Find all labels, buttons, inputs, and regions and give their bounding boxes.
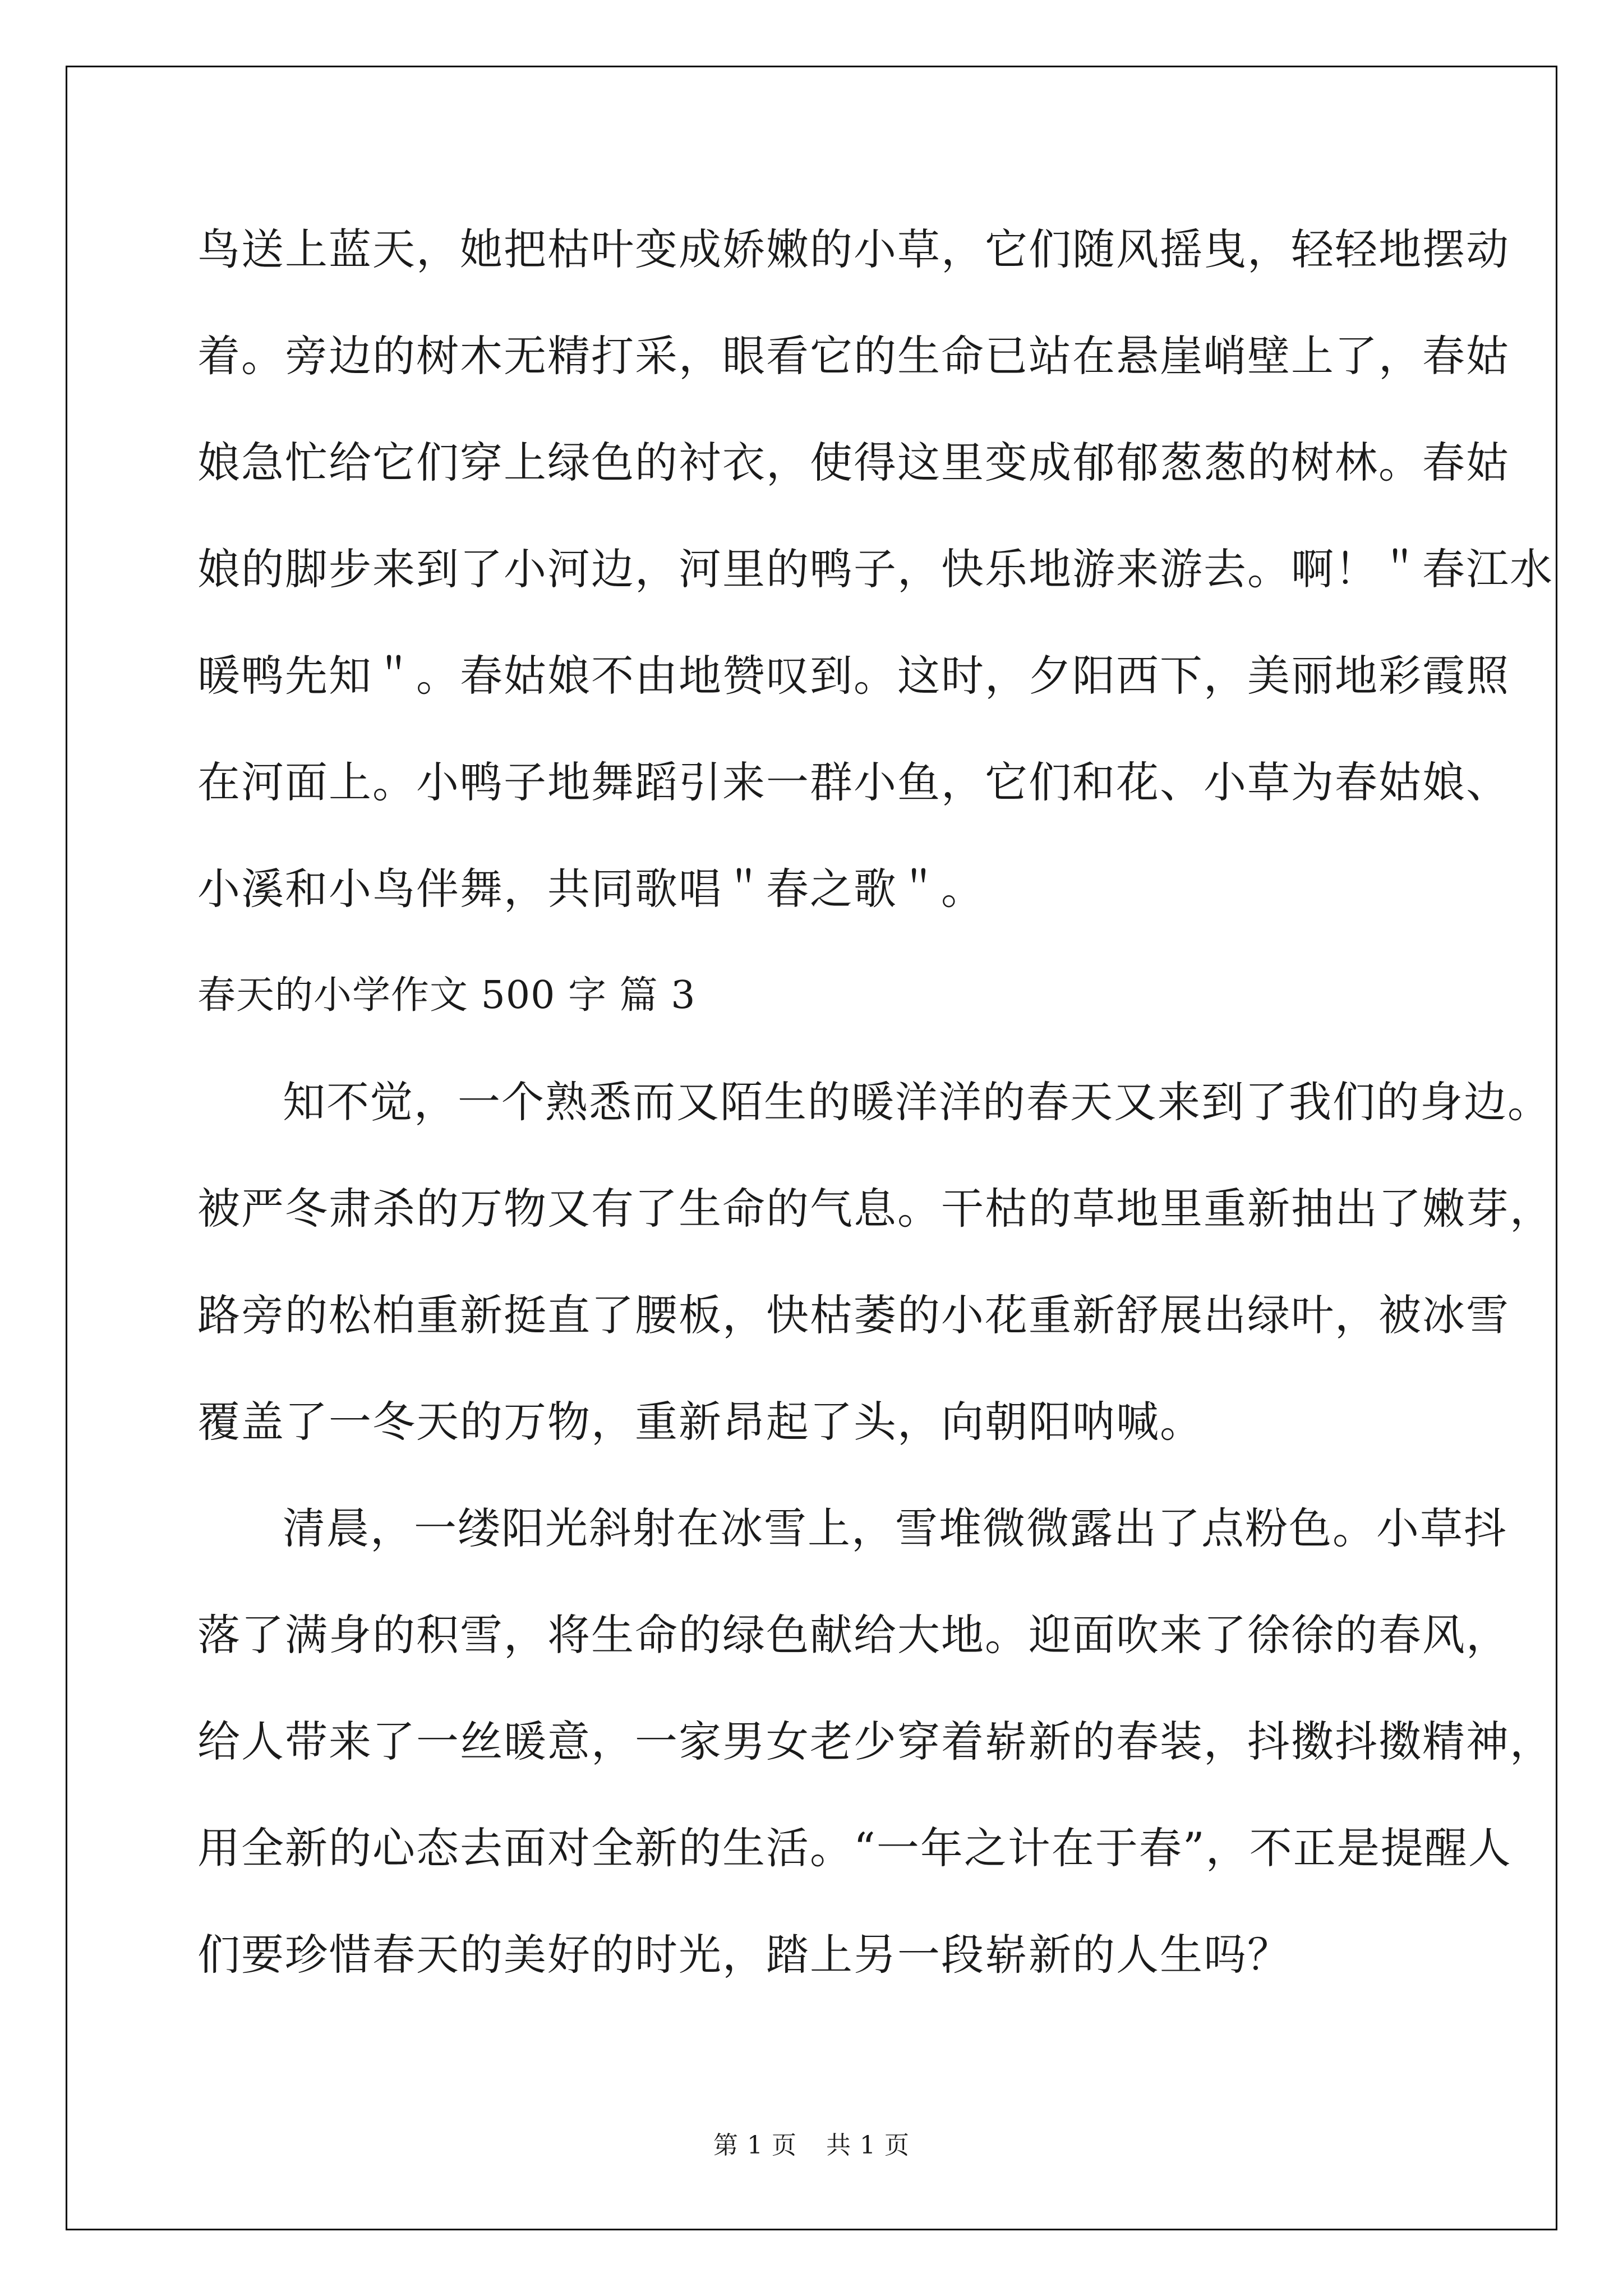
text-line: 知不觉，一个熟悉而又陌生的暖洋洋的春天又来到了我们的身边。 [283,1077,1551,1127]
text-line: 娘的脚步来到了小河边，河里的鸭子，快乐地游来游去。啊！＂春江水 [197,544,1553,594]
text-line: 被严冬肃杀的万物又有了生命的气息。干枯的草地里重新抽出了嫩芽， [197,1184,1553,1234]
text-line: 落了满身的积雪，将生命的绿色献给大地。迎面吹来了徐徐的春风， [197,1610,1510,1660]
page-footer [0,2129,1623,2162]
text-line: 清晨，一缕阳光斜射在冰雪上，雪堆微微露出了点粉色。小草抖 [283,1503,1507,1553]
text-line: 路旁的松柏重新挺直了腰板，快枯萎的小花重新舒展出绿叶，被冰雪 [197,1290,1510,1340]
text-line: 鸟送上蓝天，她把枯叶变成娇嫩的小草，它们随风摇曳，轻轻地摆动 [197,224,1510,274]
page-number-total: 共 1 页 [826,2131,910,2160]
section-heading: 春天的小学作文 500 字 篇 3 [197,973,696,1018]
text-line: 着。旁边的树木无精打采，眼看它的生命已站在悬崖峭壁上了，春姑 [197,331,1510,381]
document-body [197,219,1553,2031]
text-line: 娘急忙给它们穿上绿色的衬衣，使得这里变成郁郁葱葱的树林。春姑 [197,438,1510,487]
page-number-current: 第 1 页 [713,2131,797,2160]
text-line: 小溪和小鸟伴舞，共同歌唱＂春之歌＂。 [197,864,985,914]
text-line: 给人带来了一丝暖意，一家男女老少穿着崭新的春装，抖擞抖擞精神， [197,1717,1553,1766]
text-line: 用全新的心态去面对全新的生活。“一年之计在于春”，不正是提醒人 [197,1823,1512,1873]
text-line: 在河面上。小鸭子地舞蹈引来一群小鱼，它们和花、小草为春姑娘、 [197,757,1510,807]
text-line: 暖鸭先知＂。春姑娘不由地赞叹到。这时，夕阳西下，美丽地彩霞照 [197,651,1510,701]
text-line: 覆盖了一冬天的万物，重新昂起了头，向朝阳呐喊。 [197,1397,1204,1447]
text-line: 们要珍惜春天的美好的时光，踏上另一段崭新的人生吗？ [197,1930,1291,1980]
